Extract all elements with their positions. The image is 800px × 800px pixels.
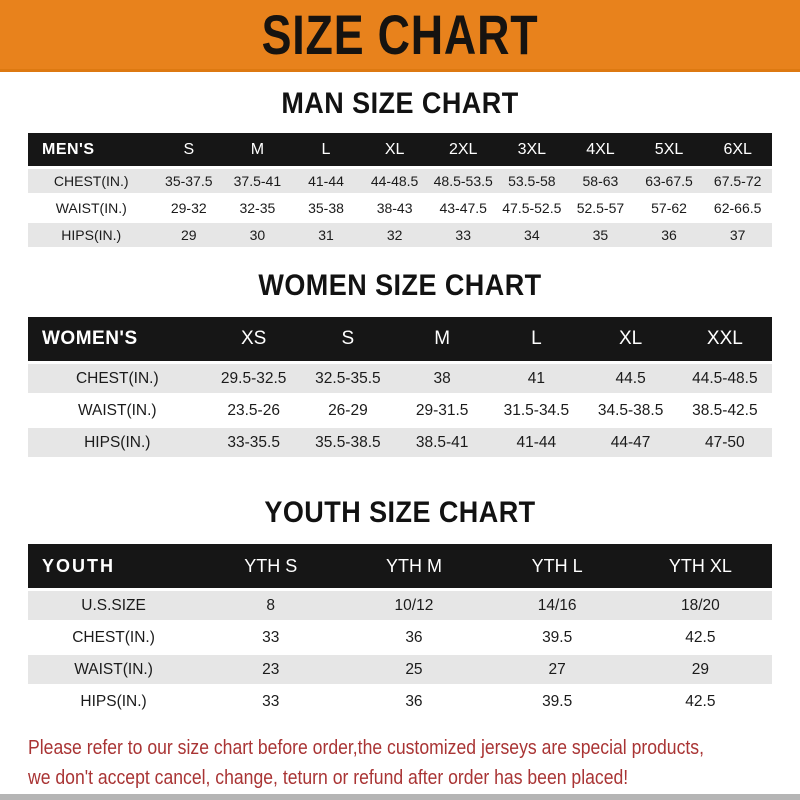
size-charts-main	[0, 87, 800, 719]
measurement-label: HIPS(IN.)	[28, 223, 154, 247]
table-title-cell: WOMEN'S	[28, 317, 207, 361]
measurement-value: 33	[199, 687, 342, 716]
measurement-value: 29	[629, 655, 772, 684]
youth-size-heading: YOUTH SIZE CHART	[264, 496, 536, 529]
measurement-value: 44-48.5	[360, 169, 429, 193]
size-column-header: XXL	[678, 317, 772, 361]
measurement-value: 36	[635, 223, 704, 247]
measurement-label: CHEST(IN.)	[28, 623, 199, 652]
measurement-row	[28, 623, 772, 652]
measurement-value: 41-44	[292, 169, 361, 193]
measurement-value: 35	[566, 223, 635, 247]
measurement-row	[28, 196, 772, 220]
measurement-value: 38	[395, 364, 489, 393]
measurement-value: 23.5-26	[207, 396, 301, 425]
measurement-row	[28, 169, 772, 193]
measurement-value: 36	[342, 623, 485, 652]
measurement-value: 42.5	[629, 623, 772, 652]
measurement-label: WAIST(IN.)	[28, 655, 199, 684]
size-column-header: 6XL	[703, 133, 772, 166]
table-header-row	[28, 544, 772, 588]
size-column-header: 4XL	[566, 133, 635, 166]
size-column-header: M	[395, 317, 489, 361]
measurement-value: 35.5-38.5	[301, 428, 395, 457]
measurement-value: 29.5-32.5	[207, 364, 301, 393]
measurement-label: U.S.SIZE	[28, 591, 199, 620]
measurement-value: 30	[223, 223, 292, 247]
measurement-value: 53.5-58	[498, 169, 567, 193]
size-column-header: XS	[207, 317, 301, 361]
measurement-value: 35-38	[292, 196, 361, 220]
measurement-value: 33-35.5	[207, 428, 301, 457]
measurement-value: 57-62	[635, 196, 704, 220]
measurement-value: 33	[429, 223, 498, 247]
size-column-header: 3XL	[498, 133, 567, 166]
size-column-header: YTH S	[199, 544, 342, 588]
measurement-value: 8	[199, 591, 342, 620]
measurement-value: 32	[360, 223, 429, 247]
measurement-value: 47-50	[678, 428, 772, 457]
women-size-table	[28, 314, 772, 460]
measurement-value: 34.5-38.5	[583, 396, 677, 425]
table-title-cell: YOUTH	[28, 544, 199, 588]
measurement-value: 29-31.5	[395, 396, 489, 425]
size-column-header: L	[489, 317, 583, 361]
size-column-header: L	[292, 133, 361, 166]
size-column-header: S	[301, 317, 395, 361]
measurement-value: 43-47.5	[429, 196, 498, 220]
measurement-row	[28, 428, 772, 457]
measurement-label: WAIST(IN.)	[28, 196, 154, 220]
table-title-cell: MEN'S	[28, 133, 154, 166]
measurement-value: 42.5	[629, 687, 772, 716]
page-title: SIZE CHART	[261, 2, 539, 66]
measurement-value: 31	[292, 223, 361, 247]
measurement-value: 37.5-41	[223, 169, 292, 193]
measurement-value: 26-29	[301, 396, 395, 425]
men-size-table	[28, 130, 772, 250]
measurement-label: CHEST(IN.)	[28, 364, 207, 393]
measurement-value: 67.5-72	[703, 169, 772, 193]
measurement-value: 31.5-34.5	[489, 396, 583, 425]
disclaimer-line-2: we don't accept cancel, change, teturn or refund after order has been placed!	[28, 767, 629, 789]
men-size-section	[0, 87, 800, 250]
youth-size-section	[0, 496, 800, 719]
size-column-header: S	[154, 133, 223, 166]
measurement-value: 38-43	[360, 196, 429, 220]
size-column-header: 2XL	[429, 133, 498, 166]
measurement-value: 48.5-53.5	[429, 169, 498, 193]
disclaimer-line-1: Please refer to our size chart before order,the customized jerseys are special products,	[28, 737, 704, 759]
disclaimer	[28, 735, 800, 792]
measurement-value: 41	[489, 364, 583, 393]
measurement-label: HIPS(IN.)	[28, 428, 207, 457]
measurement-value: 63-67.5	[635, 169, 704, 193]
measurement-value: 29-32	[154, 196, 223, 220]
measurement-row	[28, 364, 772, 393]
measurement-value: 41-44	[489, 428, 583, 457]
size-chart-banner	[0, 0, 800, 72]
measurement-value: 44-47	[583, 428, 677, 457]
measurement-value: 32-35	[223, 196, 292, 220]
size-column-header: M	[223, 133, 292, 166]
measurement-value: 10/12	[342, 591, 485, 620]
table-header-row	[28, 317, 772, 361]
measurement-value: 18/20	[629, 591, 772, 620]
size-column-header: YTH L	[486, 544, 629, 588]
men-size-heading: MAN SIZE CHART	[281, 87, 519, 120]
measurement-value: 44.5	[583, 364, 677, 393]
measurement-value: 62-66.5	[703, 196, 772, 220]
measurement-value: 27	[486, 655, 629, 684]
measurement-row	[28, 396, 772, 425]
measurement-row	[28, 591, 772, 620]
measurement-label: HIPS(IN.)	[28, 687, 199, 716]
measurement-value: 35-37.5	[154, 169, 223, 193]
measurement-value: 14/16	[486, 591, 629, 620]
measurement-label: WAIST(IN.)	[28, 396, 207, 425]
size-column-header: 5XL	[635, 133, 704, 166]
measurement-value: 33	[199, 623, 342, 652]
measurement-value: 23	[199, 655, 342, 684]
youth-size-table	[28, 541, 772, 719]
measurement-row	[28, 655, 772, 684]
bottom-edge-strip	[0, 794, 800, 800]
measurement-value: 52.5-57	[566, 196, 635, 220]
measurement-value: 39.5	[486, 623, 629, 652]
measurement-label: CHEST(IN.)	[28, 169, 154, 193]
measurement-row	[28, 687, 772, 716]
measurement-value: 47.5-52.5	[498, 196, 567, 220]
table-header-row	[28, 133, 772, 166]
women-size-section	[0, 269, 800, 460]
measurement-value: 25	[342, 655, 485, 684]
measurement-value: 38.5-41	[395, 428, 489, 457]
measurement-row	[28, 223, 772, 247]
size-column-header: YTH XL	[629, 544, 772, 588]
women-size-heading: WOMEN SIZE CHART	[258, 269, 542, 302]
size-column-header: YTH M	[342, 544, 485, 588]
measurement-value: 44.5-48.5	[678, 364, 772, 393]
size-column-header: XL	[360, 133, 429, 166]
measurement-value: 32.5-35.5	[301, 364, 395, 393]
measurement-value: 34	[498, 223, 567, 247]
measurement-value: 29	[154, 223, 223, 247]
measurement-value: 39.5	[486, 687, 629, 716]
measurement-value: 37	[703, 223, 772, 247]
measurement-value: 38.5-42.5	[678, 396, 772, 425]
size-column-header: XL	[583, 317, 677, 361]
measurement-value: 36	[342, 687, 485, 716]
measurement-value: 58-63	[566, 169, 635, 193]
